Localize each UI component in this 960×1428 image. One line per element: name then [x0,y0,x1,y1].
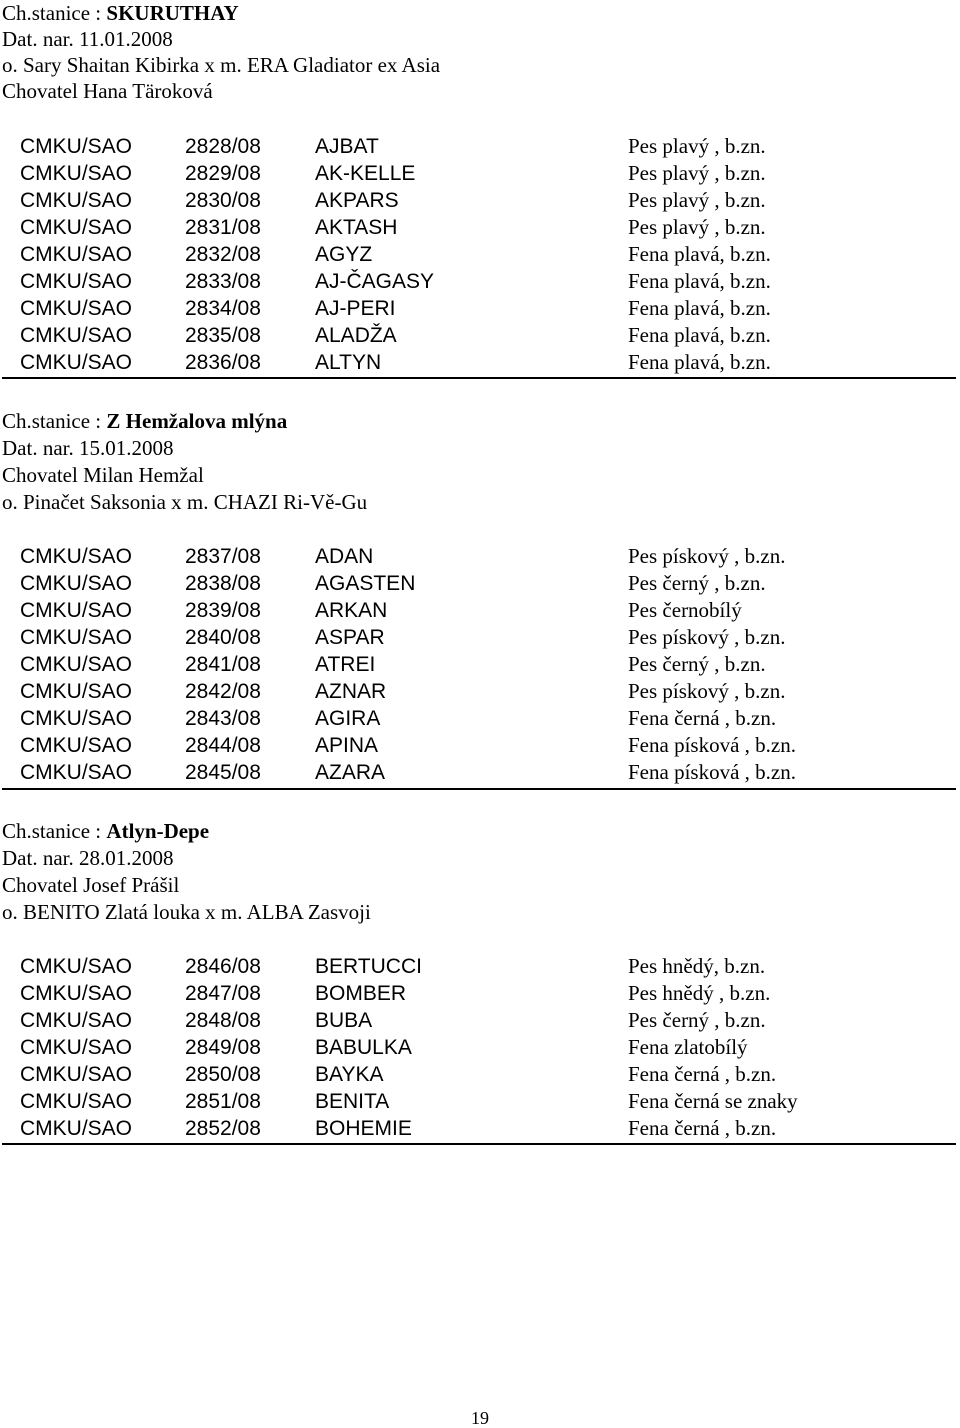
table-row [20,705,920,732]
number-cell: 2840/08 [185,626,261,649]
table-row [20,570,920,597]
name-cell: BENITA [315,1090,390,1113]
description-cell: Pes plavý , b.zn. [628,188,766,212]
number-cell: 2837/08 [185,545,261,568]
number-cell: 2839/08 [185,599,261,622]
table-row [20,295,920,322]
reg-cell: CMKU/SAO [20,599,133,622]
table-row [20,1115,920,1142]
description-cell: Pes pískový , b.zn. [628,544,786,568]
station-label: Ch.stanice : [2,1,102,25]
number-cell: 2834/08 [185,297,261,320]
birth-date: Dat. nar. 28.01.2008 [2,846,174,870]
description-cell: Pes pískový , b.zn. [628,679,786,703]
table-row [20,349,920,376]
reg-cell: CMKU/SAO [20,734,133,757]
name-cell: ASPAR [315,626,385,649]
birth-date: Dat. nar. 15.01.2008 [2,436,174,460]
name-cell: AJBAT [315,135,379,158]
number-cell: 2828/08 [185,135,261,158]
description-cell: Fena černá se znaky [628,1089,798,1113]
table-row [20,187,920,214]
description-cell: Pes černobílý [628,598,742,622]
table-row [20,214,920,241]
section-divider [2,788,956,790]
table-row [20,1061,920,1088]
number-cell: 2842/08 [185,680,261,703]
reg-cell: CMKU/SAO [20,707,133,730]
table-row [20,241,920,268]
number-cell: 2841/08 [185,653,261,676]
reg-cell: CMKU/SAO [20,243,133,266]
table-row [20,597,920,624]
table-row [20,678,920,705]
reg-cell: CMKU/SAO [20,189,133,212]
station-label: Ch.stanice : [2,409,102,433]
reg-cell: CMKU/SAO [20,955,133,978]
page-number: 19 [471,1408,489,1428]
reg-cell: CMKU/SAO [20,297,133,320]
name-cell: ALTYN [315,351,382,374]
name-cell: BERTUCCI [315,955,422,978]
reg-cell: CMKU/SAO [20,1009,133,1032]
reg-cell: CMKU/SAO [20,1063,133,1086]
description-cell: Pes hnědý , b.zn. [628,981,771,1005]
breeder: Chovatel Josef Prášil [2,873,180,897]
name-cell: ATREI [315,653,376,676]
reg-cell: CMKU/SAO [20,982,133,1005]
table-row [20,953,920,980]
reg-cell: CMKU/SAO [20,761,133,784]
name-cell: BABULKA [315,1036,412,1059]
name-cell: AKPARS [315,189,399,212]
description-cell: Pes plavý , b.zn. [628,161,766,185]
station-label: Ch.stanice : [2,819,102,843]
description-cell: Fena písková , b.zn. [628,733,796,757]
name-cell: ADAN [315,545,374,568]
number-cell: 2849/08 [185,1036,261,1059]
name-cell: ARKAN [315,599,388,622]
description-cell: Fena plavá, b.zn. [628,242,771,266]
table-row [20,160,920,187]
name-cell: AK-KELLE [315,162,416,185]
parents: o. BENITO Zlatá louka x m. ALBA Zasvoji [2,900,371,924]
station-heading [2,818,209,844]
reg-cell: CMKU/SAO [20,572,133,595]
number-cell: 2847/08 [185,982,261,1005]
reg-cell: CMKU/SAO [20,545,133,568]
number-cell: 2838/08 [185,572,261,595]
station-heading [2,0,239,26]
description-cell: Fena plavá, b.zn. [628,350,771,374]
reg-cell: CMKU/SAO [20,653,133,676]
table-row [20,651,920,678]
table-row [20,133,920,160]
description-cell: Pes pískový , b.zn. [628,625,786,649]
number-cell: 2850/08 [185,1063,261,1086]
number-cell: 2830/08 [185,189,261,212]
number-cell: 2829/08 [185,162,261,185]
table-row [20,1034,920,1061]
reg-cell: CMKU/SAO [20,626,133,649]
number-cell: 2831/08 [185,216,261,239]
station-name: Z Hemžalova mlýna [106,409,288,433]
description-cell: Fena plavá, b.zn. [628,296,771,320]
breeder: Chovatel Hana Täroková [2,79,213,103]
description-cell: Pes černý , b.zn. [628,1008,766,1032]
description-cell: Fena černá , b.zn. [628,706,777,730]
description-cell: Fena černá , b.zn. [628,1116,777,1140]
name-cell: AGIRA [315,707,381,730]
description-cell: Pes hnědý, b.zn. [628,954,766,978]
table-row [20,268,920,295]
birth-date: Dat. nar. 11.01.2008 [2,27,173,51]
description-cell: Pes plavý , b.zn. [628,134,766,158]
table-row [20,759,920,786]
number-cell: 2846/08 [185,955,261,978]
reg-cell: CMKU/SAO [20,351,133,374]
reg-cell: CMKU/SAO [20,216,133,239]
name-cell: APINA [315,734,379,757]
description-cell: Fena plavá, b.zn. [628,269,771,293]
reg-cell: CMKU/SAO [20,680,133,703]
number-cell: 2843/08 [185,707,261,730]
description-cell: Fena písková , b.zn. [628,760,796,784]
reg-cell: CMKU/SAO [20,1036,133,1059]
name-cell: AJ-ČAGASY [315,270,435,293]
reg-cell: CMKU/SAO [20,270,133,293]
station-name: Atlyn-Depe [106,819,210,843]
description-cell: Fena zlatobílý [628,1035,748,1059]
reg-cell: CMKU/SAO [20,135,133,158]
parents: o. Sary Shaitan Kibirka x m. ERA Gladiator ex Asia [2,53,441,77]
number-cell: 2851/08 [185,1090,261,1113]
reg-cell: CMKU/SAO [20,1090,133,1113]
number-cell: 2845/08 [185,761,261,784]
name-cell: BOHEMIE [315,1117,412,1140]
table-row [20,980,920,1007]
breeder: Chovatel Milan Hemžal [2,463,204,487]
parents: o. Pinačet Saksonia x m. CHAZI Ri-Vě-Gu [2,490,368,514]
name-cell: AZARA [315,761,386,784]
table-row [20,732,920,759]
section-divider [2,1143,956,1145]
description-cell: Pes černý , b.zn. [628,571,766,595]
name-cell: AKTASH [315,216,398,239]
reg-cell: CMKU/SAO [20,1117,133,1140]
number-cell: 2848/08 [185,1009,261,1032]
description-cell: Fena černá , b.zn. [628,1062,777,1086]
table-row [20,1088,920,1115]
description-cell: Pes černý , b.zn. [628,652,766,676]
number-cell: 2835/08 [185,324,261,347]
table-row [20,624,920,651]
name-cell: BUBA [315,1009,373,1032]
name-cell: BAYKA [315,1063,384,1086]
number-cell: 2852/08 [185,1117,261,1140]
number-cell: 2833/08 [185,270,261,293]
section-divider [2,377,956,379]
table-row [20,322,920,349]
station-heading [2,408,287,434]
description-cell: Pes plavý , b.zn. [628,215,766,239]
reg-cell: CMKU/SAO [20,324,133,347]
number-cell: 2844/08 [185,734,261,757]
table-row [20,543,920,570]
name-cell: ALADŽA [315,324,397,347]
number-cell: 2832/08 [185,243,261,266]
name-cell: AGASTEN [315,572,416,595]
number-cell: 2836/08 [185,351,261,374]
name-cell: AJ-PERI [315,297,396,320]
station-name: SKURUTHAY [106,1,239,25]
name-cell: AZNAR [315,680,387,703]
name-cell: BOMBER [315,982,407,1005]
table-row [20,1007,920,1034]
name-cell: AGYZ [315,243,373,266]
description-cell: Fena plavá, b.zn. [628,323,771,347]
reg-cell: CMKU/SAO [20,162,133,185]
